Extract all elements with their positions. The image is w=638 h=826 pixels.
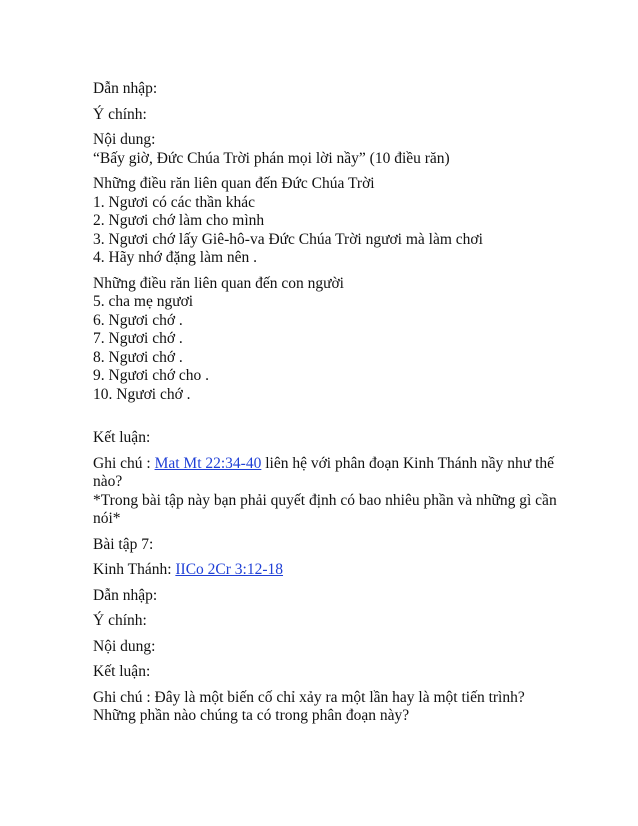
note-line: Ghi chú : Đây là một biến cố chỉ xảy ra một lần hay là một tiến trình? [93, 688, 525, 706]
list-item: 3. Ngươi chớ lấy Giê-hô-va Đức Chúa Trời ngươi mà làm chơi [93, 230, 483, 248]
spacer [93, 411, 563, 429]
note-block [93, 455, 563, 529]
list-item: 9. Ngươi chớ cho . [93, 367, 210, 384]
list-item: 7. Ngươi chớ . [93, 330, 183, 347]
group-title: Những điều răn liên quan đến Đức Chúa Trời [93, 175, 375, 192]
list-item: 4. Hãy nhớ đặng làm nên . [93, 249, 258, 266]
main-idea-heading-2: Ý chính: [93, 612, 147, 629]
commandments-god-group [93, 175, 563, 268]
content-heading: Nội dung: [93, 131, 156, 148]
note-suffix: liên hệ với phân đoạn Kinh Thánh nầy như thế [261, 454, 555, 472]
list-item: 1. Ngươi có các thần khác [93, 193, 256, 211]
commandments-people-group [93, 275, 563, 405]
note-block-2 [93, 689, 563, 726]
list-item: 8. Ngươi chớ . [93, 348, 183, 366]
scripture-line [93, 561, 563, 580]
scripture-link-corinthians[interactable]: IICo 2Cr 3:12-18 [175, 561, 284, 578]
list-item: 10. Ngươi chớ . [93, 385, 191, 403]
group-title: Những điều răn liên quan đến con người [93, 274, 344, 292]
instruction-line: *Trong bài tập này bạn phải quyết định có bao nhiêu phần và những gì cần [93, 491, 557, 509]
intro-heading-2: Dẫn nhập: [93, 586, 158, 604]
content-heading-2: Nội dung: [93, 637, 156, 655]
scripture-link-matthew[interactable]: Mat Mt 22:34-40 [154, 454, 262, 472]
intro-heading: Dẫn nhập: [93, 80, 158, 97]
note-suffix-cont: nào? [93, 473, 123, 490]
list-item: 2. Ngươi chớ làm cho mình [93, 212, 265, 229]
content-block [93, 131, 563, 168]
scripture-quote: “Bấy giờ, Đức Chúa Trời phán mọi lời nầy” (10 điều răn) [93, 149, 450, 167]
note-line-cont: Những phần nào chúng ta có trong phân đoạn này? [93, 707, 410, 724]
note-prefix: Ghi chú : [93, 454, 155, 472]
list-item: 5. cha mẹ ngươi [93, 293, 194, 310]
conclusion-heading-2: Kết luận: [93, 663, 151, 680]
scripture-prefix: Kinh Thánh: [93, 561, 176, 578]
conclusion-heading: Kết luận: [93, 429, 151, 446]
instruction-line-cont: nói* [93, 510, 121, 527]
main-idea-heading: Ý chính: [93, 105, 147, 123]
document-body [93, 80, 563, 733]
exercise-heading: Bài tập 7: [93, 535, 154, 553]
list-item: 6. Ngươi chớ . [93, 311, 183, 329]
